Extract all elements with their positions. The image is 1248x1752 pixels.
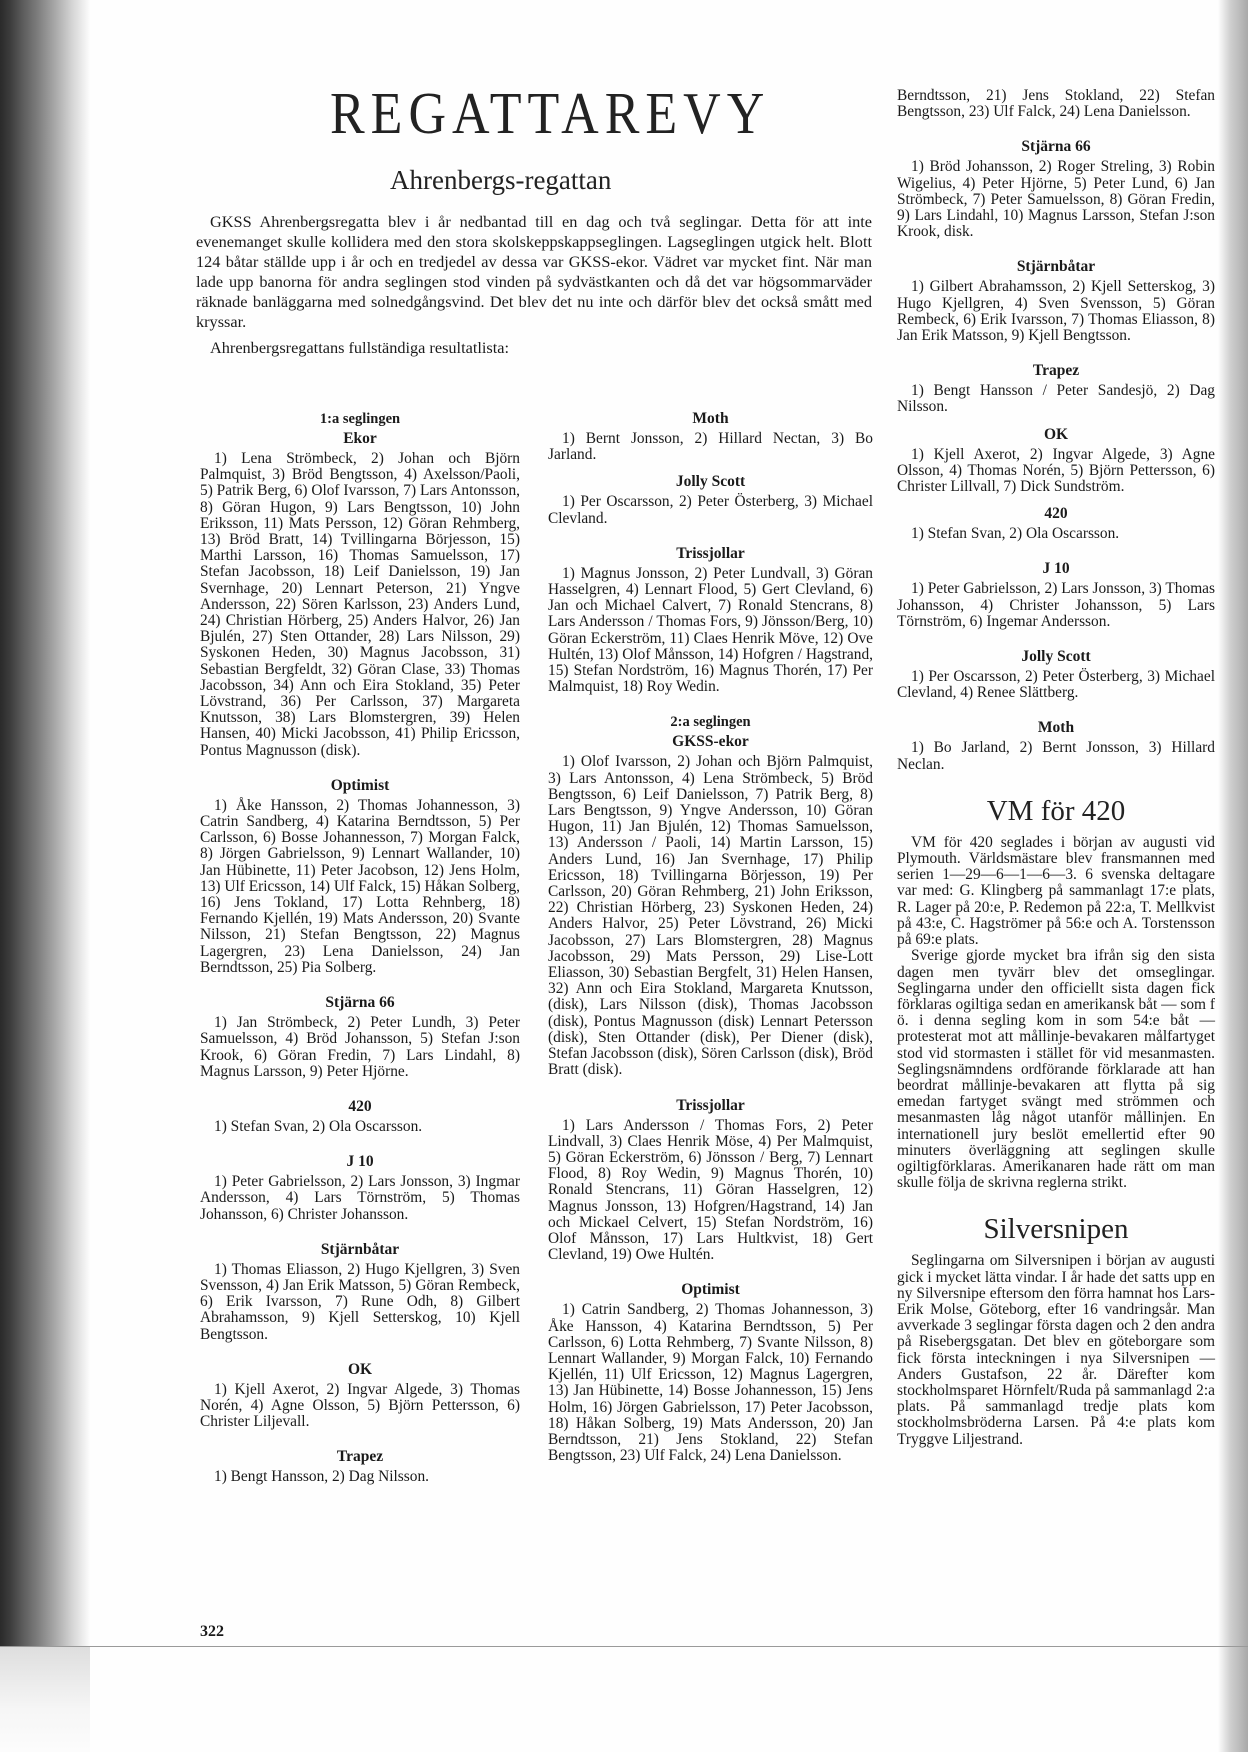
class-heading: J 10 [1042,560,1070,578]
result-block-420 [200,1098,520,1135]
masthead-title: REGATTAREVY [330,81,771,147]
result-block-trapez-2 [897,362,1215,415]
result-block-optimist-2 [548,1281,873,1465]
article-vm-420 [897,795,1215,1191]
result-block-gkss-ekor [548,733,873,1078]
class-results: 1) Magnus Jonsson, 2) Peter Lundvall, 3) Göran Hasselgren, 4) Lennart Flood, 5) Gert Clevland, 6) Jan och Michael Calvert, 7) Ronald Stencrans, 8) Lars Andersson / Thomas Fors, 9) Jönsson/Berg, 10) Göran Eckerström, 11) Claes Henrik Möve, 12) Ove Hultén, 13) Olof Månsson, 14) Hofgren / Hagstrand, 15) Stefan Nordström, 16) Magnus Thorén, 17) Per Malmquist, 18) Roy Wedin. [548,564,873,696]
class-results: 1) Olof Ivarsson, 2) Johan och Björn Palmquist, 3) Lars Antonsson, 4) Lena Strömbeck, 5) Bröd Bengtsson, 6) Leif Danielsson, 7) Patrik Berg, 8) Lars Bengtsson, 9) Yngve Andersson, 10) Göran Hugon, 11) Jan Bjulén, 12) Thomas Samuelsson, 13) Andersson / Paoli, 14) Martin Larsson, 15) Anders Lund, 16) Jan Svernhage, 17) Philip Ericsson, 18) Tvillingarna Börjesson, 19) Per Carlsson, 20) Göran Rehmberg, 21) John Eriksson, 22) Christian Hörberg, 23) Syskonen Heden, 24) Anders Halvor, 25) Peter Lövstrand, 26) Micki Jacobsson, 27) Lars Blomstergren, 28) Magnus Jacobsson, 29) Mats Persson, 29) Lise-Lott Eliasson, 30) Sebastian Bergfelt, 31) Helen Hansen, 32) Ann och Eira Stokland, Margareta Knutsson, (disk), Lars Nilsson (disk), Thomas Jacobsson (disk), Pontus Magnusson (disk) Lennart Petersson (disk), Sten Ottander (disk), Per Diener (disk), Stefan Jacobsson (disk), Sören Carlsson (disk), Bröd Bratt (disk). [548,753,873,1079]
class-results: 1) Åke Hansson, 2) Thomas Johannesson, 3) Catrin Sandberg, 4) Katarina Berndtsson, 5) Per Carlsson, 6) Bosse Johannesson, 7) Morgan Falck, 8) Jörgen Gabrielsson, 9) Lennart Wallander, 10) Jan Hübinette, 11) Peter Jacobson, 12) Jens Holm, 13) Ulf Ericsson, 14) Ulf Falck, 15) Håkan Solberg, 16) Jens Tokland, 17) Lotta Rehnberg, 18) Fernando Kjellén, 19) Mats Andersson, 20) Svante Nilsson, 21) Stefan Bengtsson, 22) Magnus Lagergren, 23) Lena Danielsson, 24) Jan Berndtsson, 25) Pia Solberg. [200,796,520,976]
class-results: 1) Stefan Svan, 2) Ola Oscarsson. [911,525,1120,543]
race2-heading: 2:a seglingen [670,714,751,731]
class-heading: GKSS-ekor [672,733,749,751]
article-title: Ahrenbergs-regattan [390,165,612,195]
article-paragraph: Sverige gjorde mycket bra ifrån sig den sista dagen men tyvärr blev det omseglingar. Seglingarna under den officiellt sista dagen fick förklaras ogiltiga sedan en amerikansk båt — som f ö. i denna segling kom in som 54:e båt — protesterat mot att mållinje-bevakaren målfartyget stod vid stormasten i stället för vid mesanmasten. Seglingsnämndens ordförande förklarade att han beordrat mållinje-bevakaren att flytta på sig emedan fartyget svängt med strömmen och mesanmasten låg något utanför mållinjen. En internationell jury beslöt emellertid efter 90 minuters överläggning att seglingen skulle ogiltigförklaras. Amerikanaren hade rätt om man skulle följa de skrivna reglerna strikt. [897,947,1215,1192]
class-heading: 420 [348,1097,372,1115]
article-paragraph: Seglingarna om Silversnipen i början av augusti gick i mycket lätta vindar. I år hade det satts upp en ny Silversnipe eftersom den förra hamnat hos Lars-Erik Molse, Göteborg, efter 16 vandringsår. Man avverkade 3 seglingar första dagen och 2 den andra på Risebergsgatan. Det blev en göteborgare som fick första inteckningen i nya Silversnipen — Anders Gustafson, 22 år. Därefter kom stockholmsparet Hörnfelt/Ruda på sammanlagd 2:a plats. På sammanlagd tredje plats kom stockholmsbröderna Larsen. På 4:e plats kom Tryggve Liljestrand. [897,1252,1215,1448]
class-heading: Moth [692,410,729,427]
class-heading: Trissjollar [676,1096,745,1114]
class-heading: Optimist [681,1281,740,1299]
article-silversnipen [897,1213,1215,1447]
class-results: 1) Peter Gabrielsson, 2) Lars Jonsson, 3) Ingmar Andersson, 4) Lars Törnström, 5) Thomas Johansson, 6) Christer Johansson. [200,1173,520,1223]
class-results: 1) Jan Strömbeck, 2) Peter Lundh, 3) Peter Samuelsson, 4) Bröd Johansson, 5) Stefan J:son Krook, 6) Göran Fredin, 7) Lars Lindahl, 8) Magnus Larsson, 9) Peter Hjörne. [200,1014,520,1080]
class-results: 1) Kjell Axerot, 2) Ingvar Algede, 3) Thomas Norén, 4) Agne Olsson, 5) Björn Pettersson, 6) Christer Liljevall. [200,1380,520,1431]
class-heading: Trapez [336,1448,384,1466]
result-block-stjarnbatar [200,1241,520,1343]
class-heading: Jolly Scott [675,473,746,491]
class-results: 1) Peter Gabrielsson, 2) Lars Jonsson, 3) Thomas Johansson, 4) Christer Johansson, 5) Lars Törnström, 6) Ingemar Andersson. [897,580,1215,630]
intro-paragraph: GKSS Ahrenbergsregatta blev i år nedbantad till en dag och två seglingar. Detta för att inte evenemanget skulle kollidera med den stora skolskeppskappseglingen. Lagseglingen utgick helt. Blott 124 båtar ställde upp i år och en tredjedel av dessa var GKSS-ekor. Vädret var mycket fint. När man lade upp banorna för andra seglingen stod vinden på sydvästkanten och då det var högsommarväder räknade banläggarna med solnedgångsvind. Det blev det nu inte och därför blev det också smått med kryssar. [196,212,872,331]
class-results: 1) Stefan Svan, 2) Ola Oscarsson. [214,1117,423,1135]
page-edge-shadow [1218,0,1248,1752]
article-paragraph: VM för 420 seglades i början av augusti vid Plymouth. Världsmästare blev fransmannen med serien 1—29—6—1—6—3. 6 svenska deltagare var med: G. Klingberg på sammanlagt 17:e plats, R. Lager på 20:e, P. Redemon på 22:a, T. Mellkvist på 43:e, C. Hagströmer på 56:e och A. Torstensson på 69:e plats. [897,833,1215,949]
result-block-moth-2 [897,719,1215,772]
class-heading: Ekor [343,430,377,447]
page-bottom-edge [0,1646,1248,1647]
result-block-trissjollar [548,545,873,696]
class-heading: 420 [1044,505,1068,523]
article-heading: VM för 420 [986,794,1126,827]
class-results: 1) Per Oscarsson, 2) Peter Österberg, 3) Michael Clevland. [548,493,873,527]
column-2 [548,410,873,1465]
result-block-jolly-scott [548,473,873,526]
class-results: 1) Lars Andersson / Thomas Fors, 2) Peter Lindvall, 3) Claes Henrik Möse, 4) Per Malmquist, 5) Göran Eckerström, 6) Jönsson / Berg, 7) Lennart Flood, 8) Roy Wedin, 9) Magnus Thorén, 10) Ronald Stencrans, 11) Göran Hasselgren, 12) Magnus Jonsson, 13) Hofgren/Hagstrand, 14) Jan och Mickael Celvert, 15) Stefan Nordström, 16) Olof Månsson, 17) Lars Hultkvist, 18) Gert Clevland, 19) Owe Hultén. [548,1116,873,1264]
result-block-trissjollar-2 [548,1097,873,1264]
class-results: 1) Bernt Jonsson, 2) Hillard Nectan, 3) Bo Jarland. [548,430,873,464]
class-heading: Stjärna 66 [1021,138,1091,156]
race1-heading: 1:a seglingen [319,411,401,427]
class-heading: OK [347,1360,373,1378]
class-heading: Trapez [1032,362,1080,380]
class-heading: Trissjollar [676,544,745,562]
class-results: 1) Bröd Johansson, 2) Roger Streling, 3) Robin Wigelius, 4) Peter Hjörne, 5) Peter Lund, 6) Jan Strömbeck, 7) Peter Samuelsson, 8) Göran Fredin, 9) Lars Lindahl, 10) Magnus Larsson, Stefan J:son Krook, disk. [897,158,1215,241]
result-block-ok [200,1361,520,1431]
optimist-2-continued: Berndtsson, 21) Jens Stokland, 22) Stefan Bengtsson, 23) Ulf Falck, 24) Lena Danielsson. [897,87,1215,121]
class-results: 1) Bo Jarland, 2) Bernt Jonsson, 3) Hillard Neclan. [897,739,1215,773]
class-heading: Moth [1037,719,1075,737]
result-block-stjarna66-2 [897,138,1215,240]
class-heading: Jolly Scott [1021,648,1091,666]
race2-section [548,713,873,731]
class-heading: Stjärnbåtar [1016,258,1096,276]
class-results: 1) Thomas Eliasson, 2) Hugo Kjellgren, 3) Sven Svensson, 4) Jan Erik Matsson, 5) Göran Rembeck, 6) Erik Ivarsson, 7) Rune Odh, 8) Gilbert Abrahamsson, 9) Kjell Setterskog, 10) Kjell Bengtsson. [200,1260,520,1343]
article-heading: Silversnipen [983,1213,1129,1246]
results-lead: Ahrenbergsregattans fullständiga resultatlista: [210,338,510,357]
column-3 [897,88,1215,1448]
result-block-j10-2 [897,560,1215,630]
result-block-j10 [200,1153,520,1223]
intro-text [196,212,872,358]
class-heading: OK [1043,425,1069,443]
result-block-stjarna66 [200,994,520,1080]
result-block-jolly-scott-2 [897,648,1215,701]
book-spine-shadow [0,0,90,1647]
result-block-moth [548,410,873,463]
result-block-420-2 [897,505,1215,542]
page-number: 322 [200,1623,224,1640]
class-results: 1) Per Oscarsson, 2) Peter Österberg, 3) Michael Clevland, 4) Renee Slättberg. [897,668,1215,702]
column-1 [200,410,520,1486]
class-results: 1) Gilbert Abrahamsson, 2) Kjell Setterskog, 3) Hugo Kjellgren, 4) Sven Svensson, 5) Göran Rembeck, 6) Erik Ivarsson, 7) Thomas Eliasson, 8) Jan Erik Matsson, 9) Kjell Bengtsson. [897,278,1215,345]
class-results: 1) Bengt Hansson / Peter Sandesjö, 2) Dag Nilsson. [897,382,1215,416]
spine-shadow-bottom [0,1647,90,1752]
class-heading: Optimist [330,776,390,794]
result-block-stjarnbatar-2 [897,258,1215,344]
class-heading: Stjärnbåtar [320,1240,400,1258]
result-block-ok-2 [897,426,1215,496]
class-results: 1) Kjell Axerot, 2) Ingvar Algede, 3) Agne Olsson, 4) Thomas Norén, 5) Björn Pettersson, 6) Christer Lillvall, 7) Dick Sundström. [897,445,1215,496]
race1-section [200,410,520,428]
class-results: 1) Bengt Hansson, 2) Dag Nilsson. [214,1468,430,1486]
class-heading: J 10 [346,1153,374,1171]
class-results: 1) Lena Strömbeck, 2) Johan och Björn Palmquist, 3) Bröd Bengtsson, 4) Axelsson/Paoli, 5) Patrik Berg, 6) Olof Ivarsson, 7) Lars Antonsson, 8) Göran Hugon, 9) Lars Bengtsson, 10) John Eriksson, 11) Mats Persson, 12) Göran Rehmberg, 13) Bröd Bratt, 14) Tvillingarna Börjesson, 15) Marthi Larsson, 16) Thomas Samuelsson, 17) Stefan Jacobsson, 18) Leif Danielsson, 19) Jan Svernhage, 20) Lennart Peterson, 21) Yngve Andersson, 22) Sören Karlsson, 23) Anders Lund, 24) Christian Hörberg, 25) Anders Halvor, 26) Jan Bjulén, 27) Sten Ottander, 28) Lars Nilsson, 29) Syskonen Heden, 30) Magnus Jacobsson, 31) Sebastian Bergfeldt, 32) Göran Clase, 33) Thomas Jacobsson, 34) Ann och Eira Stokland, 35) Peter Lövstrand, 36) Per Carlsson, 37) Margareta Knutsson, 38) Lars Blomstergren, 39) Helen Hansen, 40) Micki Jacobsson, 41) Philip Ericsson, Pontus Magnusson (disk). [200,450,520,759]
result-block-ekor [200,430,520,759]
result-block-trapez [200,1448,520,1485]
class-results: 1) Catrin Sandberg, 2) Thomas Johannesson, 3) Åke Hansson, 4) Katarina Berndtsson, 5) Per Carlsson, 6) Lotta Rehmberg, 7) Svante Nilsson, 8) Lennart Wallander, 9) Morgan Falck, 10) Fernando Kjellén, 11) Ulf Ericsson, 12) Magnus Lagergren, 13) Jan Hübinette, 14) Bosse Johannesson, 15) Jens Holm, 16) Jörgen Gabrielsson, 17) Peter Jacobsson, 18) Håkan Solberg, 19) Mats Andersson, 20) Jan Berndtsson, 21) Jens Stokland, 22) Stefan Bengtsson, 23) Ulf Falck, 24) Lena Danielsson. [548,1301,873,1465]
class-heading: Stjärna 66 [325,994,395,1012]
result-block-optimist [200,777,520,976]
